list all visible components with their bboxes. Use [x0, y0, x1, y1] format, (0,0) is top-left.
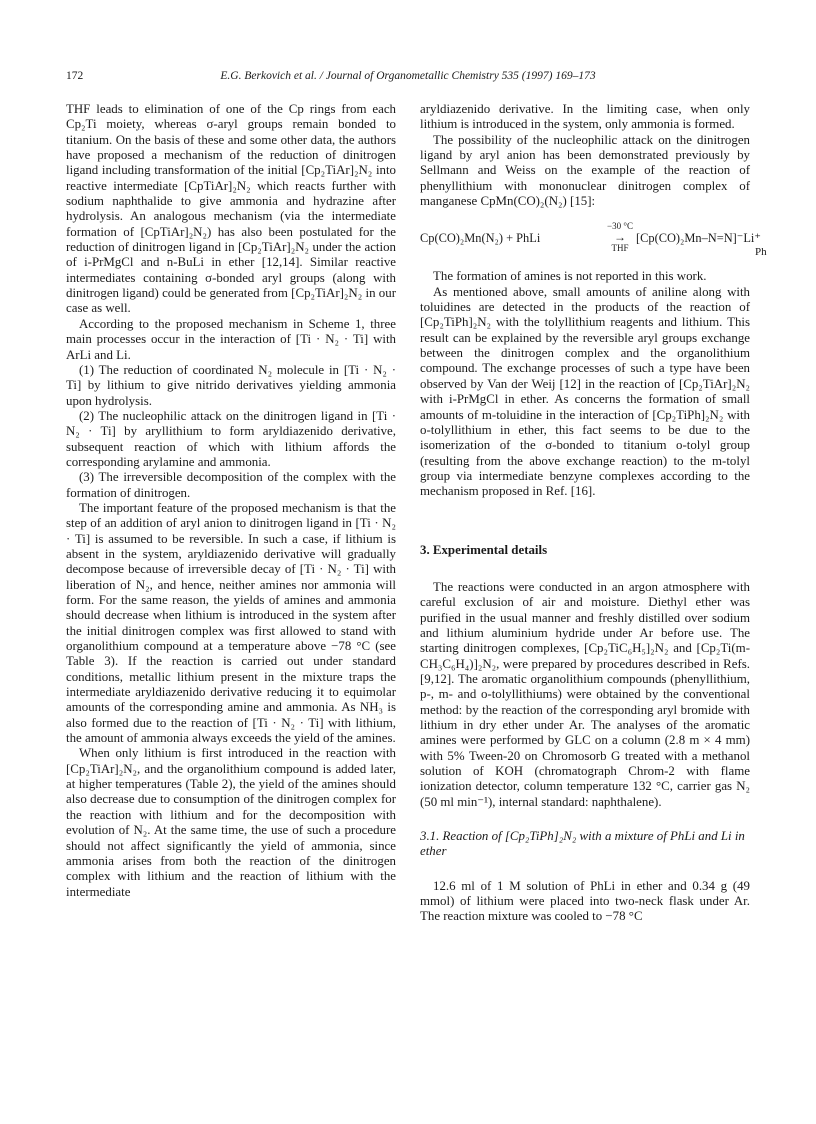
equation-arrow	[603, 221, 637, 253]
paragraph: According to the proposed mechanism in Scheme 1, three main processes occur in the interaction of [Ti · N₂ · Ti] with ArLi and Li.	[66, 316, 396, 362]
paragraph: The important feature of the proposed mechanism is that the step of an addition of aryl anion to dinitrogen ligand in [Ti · N₂ · Ti] is assumed to be reversible. In such a case, if lithium is absent in the system, aryldiazenido derivative will gradually decompose because of irreversible decay of [Ti · N₂ · Ti] with liberation of N₂, and hence, neither amines nor ammonia will form. For the same reason, the yields of amines and ammonia should decrease when lithium is introduced in the system after the initial dinitrogen complex was first allowed to stand with organolithium compound at a temperature above −78 °C (see Table 3). If the reaction is carried out under standard conditions, metallic lithium present in the mixture traps the intermediate aryldiazenido derivative reducing it to equimolar amounts of the corresponding amine and ammonia. As NH₃ is also formed due to the reaction of [Ti · N₂ · Ti] with lithium, the amount of ammonia always exceeds the yield of the amines.	[66, 500, 396, 746]
section-heading: 3. Experimental details	[420, 542, 548, 557]
equation-substituent: Ph	[755, 246, 767, 259]
subsection-heading: 3.1. Reaction of [Cp₂TiPh]₂N₂ with a mixture of PhLi and Li in ether	[420, 829, 745, 859]
paragraph: aryldiazenido derivative. In the limiting case, when only lithium is introduced in the system, only ammonia is formed.	[420, 102, 750, 132]
arrow-condition-temperature: −30 °C	[607, 221, 633, 232]
arrow-condition-solvent: THF	[611, 243, 629, 254]
paragraph: (2) The nucleophilic attack on the dinitrogen ligand in [Ti · N₂ · Ti] by aryllithium to form aryldiazenido derivative, subsequent reaction of which with lithium affords the corresponding arylamine and ammonia.	[66, 408, 396, 469]
paragraph: The reactions were conducted in an argon atmosphere with careful exclusion of air and moisture. Diethyl ether was purified in the usual manner and freshly distilled over sodium and lithium aluminium hydride under Ar before use. The starting dinitrogen complexes, [Cp₂TiC₆H₅]₂N₂ and [Cp₂Ti(m-CH₃C₆H₄)]₂N₂, were prepared by procedures described in Refs. [9,12]. The aromatic organolithium compounds (phenyllithium, p-, m- and o-tolyllithiums) were obtained by the conventional method: by the reaction of the corresponding aryl bromide with lithium in dry ether under Ar. The analyses of the aromatic amines were performed by GLC on a column (2.8 m × 4 mm) with 5% Tween-20 on Chromosorb G treated with a methanol solution of KOH (chromatograph Chrom-2 with flame ionization detector, column temperature 132 °C, carrier gas N₂ (50 ml min⁻¹), internal standard: naphthalene).	[420, 579, 750, 809]
running-header	[66, 70, 750, 86]
journal-citation: E.G. Berkovich et al. / Journal of Organometallic Chemistry 535 (1997) 169–173	[220, 70, 596, 82]
paragraph: When only lithium is first introduced in the reaction with [Cp₂TiAr]₂N₂, and the organolithium compound is added later, at higher temperatures (Table 2), the yield of the amines should also decrease due to consumption of the dinitrogen complex for the reaction with lithium and for the decomposition with evolution of N₂. At the same time, the use of such a procedure should not affect significantly the yield of ammonia, since ammonia arises from both the reaction of the dinitrogen complex with lithium and the reaction of lithium with the intermediate	[66, 746, 396, 899]
right-column	[420, 102, 767, 925]
equation-reactants: Cp(CO)₂Mn(N₂) + PhLi	[420, 231, 541, 246]
paragraph: (1) The reduction of coordinated N₂ molecule in [Ti · N₂ · Ti] by lithium to give nitrido derivatives yielding ammonia upon hydrolysis.	[66, 362, 396, 408]
reaction-equation	[420, 221, 767, 259]
arrow-icon: →	[614, 230, 626, 245]
paragraph: 12.6 ml of 1 M solution of PhLi in ether and 0.34 g (49 mmol) of lithium were placed into two-neck flask under Ar. The reaction mixture was cooled to −78 °C	[420, 878, 750, 924]
paragraph: THF leads to elimination of one of the Cp rings from each Cp₂Ti moiety, whereas σ-aryl groups remain bonded to titanium. On the basis of these and some other data, the authors have proposed a mechanism of the reduction of dinitrogen ligand including transformation of the initial [Cp₂TiAr]₂N₂ into reactive intermediate [CpTiAr]₂N₂ which reacts further with sodium naphthalide to give ammonia and hydrazine after hydrolysis. An analogous mechanism (via the intermediate formation of [CpTiAr]₂N₂) has also been postulated for the reduction of dinitrogen ligand in [Cp₂TiAr]₂N₂ under the action of i-PrMgCl and n-BuLi in ether [12,14]. Similar reactive intermediates containing σ-bonded aryl groups (along with dinitrogen ligand) could be generated from [Cp₂TiAr]₂N₂ in our case as well.	[66, 102, 396, 316]
paragraph: (3) The irreversible decomposition of the complex with the formation of dinitrogen.	[66, 470, 396, 500]
equation-product: [Cp(CO)₂Mn–N=N]⁻Li⁺	[636, 231, 761, 246]
paragraph: The formation of amines is not reported in this work.	[433, 269, 707, 284]
paragraph: As mentioned above, small amounts of aniline along with toluidines are detected in the products of the reaction of [Cp₂TiPh]₂N₂ with the tolyllithium reagents and lithium. This result can be explained by the reversible aryl groups exchange between the dinitrogen complex and the organolithium compound. The exchange processes of such a type have been observed by Van der Weij [12] in the reaction of [Cp₂TiAr]₂N₂ with i-PrMgCl in ether. As concerns the formation of small amounts of m-toluidine in the interaction of [Cp₂TiPh]₂N₂ with o-tolyllithium in ether, this fact seems to be due to the isomerization of the σ-bonded to titanium o-tolyl group (resulting from the above exchange reaction) to the m-tolyl group via intermediate benzyne complexes according to the mechanism proposed in Ref. [16].	[420, 284, 750, 499]
page-number: 172	[66, 70, 84, 82]
left-column	[66, 102, 396, 900]
paragraph: The possibility of the nucleophilic attack on the dinitrogen ligand by aryl anion has been demonstrated previously by Sellmann and Weiss on the example of the reaction of phenyllithium with mononuclear dinitrogen complex of manganese CpMn(CO)₂(N₂) [15]:	[420, 132, 750, 209]
